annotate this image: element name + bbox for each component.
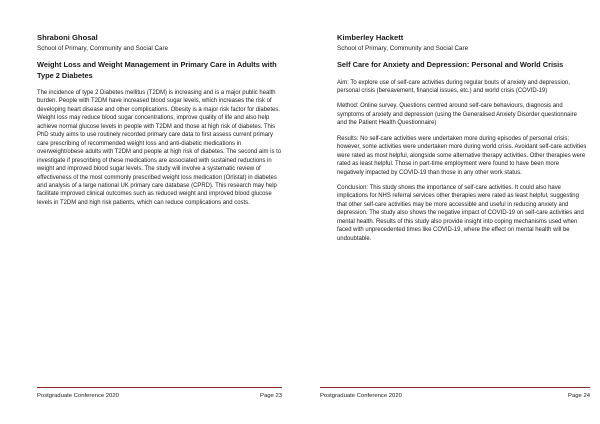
left-page-content <box>37 33 282 214</box>
right-page <box>300 0 600 424</box>
author-affiliation: School of Primary, Community and Social Care <box>337 45 469 52</box>
abstract-body <box>337 79 587 244</box>
abstract-results: Results: No self-care activities were undertaken more during episodes of personal crisis; however, some activities were undertaken more during world crisis. Avoidant self-care activities were rated as most helpful, alongside some alternative therapy activities. Other therapies were rated as least helpful. Those in part-time employment were found to have been more negatively impacted by COVID-19 than those in any other work status. <box>337 135 587 176</box>
footer-page-number: Page 24 <box>568 393 590 399</box>
author-affiliation: School of Primary, Community and Social Care <box>37 45 169 52</box>
abstract-title: Self Care for Anxiety and Depression: Personal and World Crisis <box>337 60 564 69</box>
footer-rule <box>320 387 590 388</box>
footer-conference: Postgraduate Conference 2020 <box>37 393 119 399</box>
footer-page-number: Page 23 <box>260 393 282 399</box>
abstract-title: Weight Loss and Weight Management in Primary Care in Adults with Type 2 Diabetes <box>37 60 277 80</box>
footer-conference: Postgraduate Conference 2020 <box>320 393 402 399</box>
abstract-body <box>37 89 282 207</box>
abstract-method: Method: Online survey. Questions centred around self-care behaviours, diagnosis and symptoms of anxiety and depression (using the Generalised Anxiety Disorder questionnaire and the Patient Health Questionnaire) <box>337 103 577 127</box>
author-name: Kimberley Hackett <box>337 33 404 42</box>
footer-rule <box>37 387 282 388</box>
abstract-aim: Aim: To explore use of self-care activities during regular bouts of anxiety and depression, personal crisis (bereavement, financial issues, etc.) and world crisis (COVID-19) <box>337 79 570 94</box>
right-page-content <box>337 33 587 250</box>
abstract-conclusion: Conclusion: This study shows the importance of self-care activities. It could also have implications for NHS referral services other therapies were rated as least helpful, suggesting that other self-care activities may be more accessible and useful in reducing anxiety and depression. The study also shows the negative impact of COVID-19 on self-care activities and mental health. Results of this study also provide insight into coping mechanisms used when faced with unprecedented times like COVID-19, where the effect on mental health will be undoubtable. <box>337 185 584 242</box>
abstract-paragraph: The incidence of type 2 Diabetes mellitus (T2DM) is increasing and is a major public health burden. People with T2DM have increased blood sugar levels, which increases the risk of developing heart disease and other complications. Obesity is a major risk factor for diabetes. Weight loss may reduce blood sugar concentrations, improve quality of life and also help achieve normal glucose levels in people with T2DM and those at high risk of diabetes. This PhD study aims to use routinely recorded primary care data to first assess current primary care prescribing of recommended weight loss and anti-diabetic medications in overweight/obese adults with T2DM and people at high risk of diabetes. The second aim is to investigate if prescribing of these medications are associated with sustained reductions in weight and improved blood sugar levels. The study will involve a systematic review of effectiveness of the most commonly prescribed weight loss medication (Orlistat) in diabetes and analysis of a large national UK primary care database (CPRD). This research may help facilitate improved clinical outcomes such as reduced weight and improved blood glucose levels in T2DM and high risk patients, which can reduce complications and costs. <box>37 90 282 206</box>
author-name: Shraboni Ghosal <box>37 33 98 42</box>
